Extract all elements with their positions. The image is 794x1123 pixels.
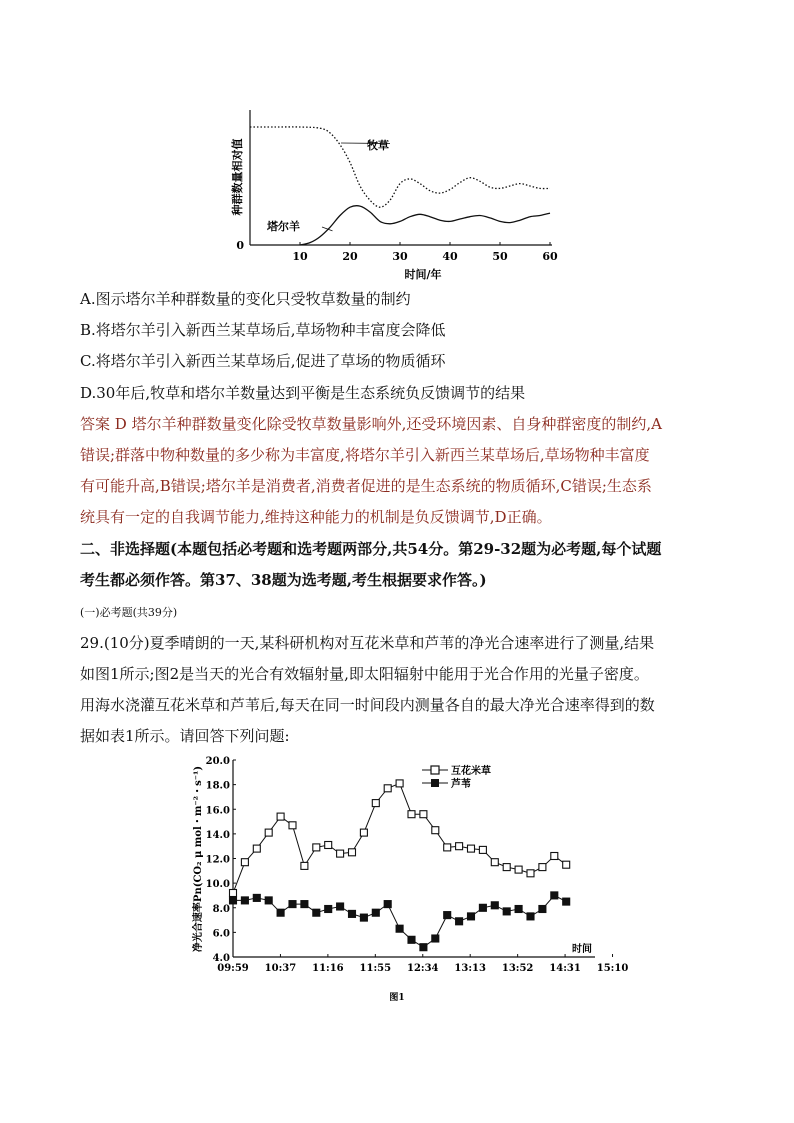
population-chart-ylabel: 种群数量相对值 (231, 138, 244, 216)
legend-marker-open (431, 766, 439, 774)
data-point-reed (408, 936, 415, 943)
question-29-line-2: 如图1所示;图2是当天的光合有效辐射量,即太阳辐射中能用于光合作用的光量子密度。 (80, 665, 649, 683)
data-point-reed (527, 913, 534, 920)
data-point-spartina (515, 866, 522, 873)
x-tick-label: 0 (236, 239, 244, 252)
y-tick-label: 8.0 (212, 903, 230, 915)
data-point-spartina (420, 811, 427, 818)
x-tick-label: 13:13 (454, 963, 486, 974)
answer-line-3: 有可能升高,B错误;塔尔羊是消费者,消费者促进的是生态系统的物质循环,C错误;生态系 (80, 477, 652, 495)
population-chart (225, 102, 565, 282)
data-point-spartina (313, 844, 320, 851)
x-tick-label: 15:10 (596, 963, 629, 974)
data-point-spartina (539, 864, 546, 871)
series-label-pasture: 牧草 (367, 139, 389, 152)
data-point-reed (551, 892, 558, 899)
data-point-reed (563, 898, 570, 905)
data-point-spartina (372, 800, 379, 807)
data-point-spartina (230, 890, 237, 897)
data-point-reed (444, 912, 451, 919)
data-point-reed (253, 894, 260, 901)
answer-line-2: 错误;群落中物种数量的多少称为丰富度,将塔尔羊引入新西兰某草场后,草场物种丰富度 (80, 446, 650, 464)
x-tick-label: 40 (442, 250, 458, 263)
data-point-reed (539, 906, 546, 913)
y-tick-label: 14.0 (205, 829, 230, 841)
data-point-reed (349, 910, 356, 917)
legend-label-reed: 芦苇 (451, 779, 471, 790)
data-point-reed (265, 897, 272, 904)
data-point-spartina (349, 849, 356, 856)
x-tick-label: 12:34 (406, 963, 439, 974)
data-point-spartina (384, 785, 391, 792)
data-point-spartina (253, 845, 260, 852)
data-point-spartina (563, 861, 570, 868)
data-point-reed (503, 908, 510, 915)
legend-marker-filled (431, 779, 439, 787)
data-point-spartina (468, 845, 475, 852)
data-point-spartina (503, 864, 510, 871)
photosynthesis-chart-ylabel: 净光合速率Pn(CO₂ μ mol・m⁻²・s⁻¹) (193, 765, 204, 953)
data-point-spartina (408, 811, 415, 818)
data-point-reed (230, 897, 237, 904)
data-point-spartina (491, 859, 498, 866)
x-tick-label: 11:16 (312, 963, 344, 974)
data-point-reed (432, 935, 439, 942)
option-d: D.30年后,牧草和塔尔羊数量达到平衡是生态系统负反馈调节的结果 (80, 384, 526, 402)
y-tick-label: 6.0 (212, 928, 230, 940)
x-tick-label: 10:37 (264, 963, 297, 974)
series-line-reed (233, 895, 566, 947)
data-point-reed (325, 906, 332, 913)
data-point-reed (301, 901, 308, 908)
x-tick-label: 11:55 (359, 963, 392, 974)
data-point-reed (313, 909, 320, 916)
data-point-spartina (444, 844, 451, 851)
x-tick-label: 60 (542, 250, 558, 263)
data-point-spartina (301, 862, 308, 869)
x-tick-label: 09:59 (217, 963, 249, 974)
x-tick-label: 13:52 (501, 963, 534, 974)
x-tick-label: 14:31 (549, 963, 581, 974)
photosynthesis-chart (185, 752, 629, 1010)
data-point-reed (479, 904, 486, 911)
data-point-reed (289, 901, 296, 908)
data-point-spartina (432, 827, 439, 834)
data-point-spartina (325, 842, 332, 849)
x-tick-label: 10 (292, 250, 308, 263)
photosynthesis-chart-axes (233, 760, 595, 957)
data-point-spartina (289, 822, 296, 829)
data-point-spartina (456, 843, 463, 850)
series-line-pasture (250, 127, 550, 207)
data-point-reed (337, 903, 344, 910)
data-point-reed (396, 925, 403, 932)
y-tick-label: 20.0 (205, 756, 230, 767)
data-point-reed (456, 918, 463, 925)
y-tick-label: 12.0 (205, 854, 230, 866)
data-point-reed (372, 909, 379, 916)
question-29-line-1: 29.(10分)夏季晴朗的一天,某科研机构对互花米草和芦苇的净光合速率进行了测量,结果 (80, 634, 655, 652)
legend-label-spartina: 互花米草 (451, 766, 491, 777)
question-29-line-3: 用海水浇灌互花米草和芦苇后,每天在同一时间段内测量各自的最大净光合速率得到的数 (80, 696, 655, 714)
question-29-line-4: 据如表1所示。请回答下列问题: (80, 727, 290, 745)
population-chart-xlabel: 时间/年 (404, 268, 442, 281)
data-point-reed (360, 914, 367, 921)
data-point-reed (241, 897, 248, 904)
option-b: B.将塔尔羊引入新西兰某草场后,草场物种丰富度会降低 (80, 321, 446, 339)
x-tick-label: 20 (342, 250, 358, 263)
chart-legend (422, 764, 491, 790)
y-tick-label: 18.0 (205, 780, 230, 792)
data-point-spartina (479, 846, 486, 853)
y-tick-label: 4.0 (212, 953, 230, 964)
data-point-reed (491, 902, 498, 909)
data-point-reed (468, 913, 475, 920)
data-point-reed (277, 909, 284, 916)
x-tick-label: 50 (492, 250, 508, 263)
data-point-reed (515, 906, 522, 913)
data-point-spartina (360, 829, 367, 836)
data-point-reed (420, 944, 427, 951)
series-line-tahr (300, 206, 550, 245)
data-point-reed (384, 901, 391, 908)
section-subheading: (一)必考题(共39分) (80, 606, 178, 619)
photosynthesis-chart-title: 图1 (389, 993, 405, 1003)
y-tick-label: 10.0 (205, 879, 230, 891)
y-tick-label: 16.0 (205, 805, 230, 817)
option-c: C.将塔尔羊引入新西兰某草场后,促进了草场的物质循环 (80, 352, 446, 370)
x-tick-label: 30 (392, 250, 408, 263)
series-line-spartina (233, 783, 566, 893)
data-point-spartina (527, 870, 534, 877)
section-heading-line-1: 二、非选择题(本题包括必考题和选考题两部分,共54分。第29-32题为必考题,每个试题 (80, 540, 662, 558)
data-point-spartina (551, 853, 558, 860)
data-point-spartina (265, 829, 272, 836)
series-label-tahr: 塔尔羊 (267, 220, 300, 233)
answer-line-1: 答案 D 塔尔羊种群数量变化除受牧草数量影响外,还受环境因素、自身种群密度的制约,A (80, 415, 662, 433)
option-a: A.图示塔尔羊种群数量的变化只受牧草数量的制约 (80, 290, 411, 308)
data-point-spartina (241, 859, 248, 866)
data-point-spartina (396, 780, 403, 787)
section-heading-line-2: 考生都必须作答。第37、38题为选考题,考生根据要求作答。) (80, 571, 487, 589)
photosynthesis-chart-xlabel: 时间 (572, 944, 592, 955)
data-point-spartina (337, 850, 344, 857)
answer-line-4: 统具有一定的自我调节能力,维持这种能力的机制是负反馈调节,D正确。 (80, 508, 552, 526)
data-point-spartina (277, 813, 284, 820)
